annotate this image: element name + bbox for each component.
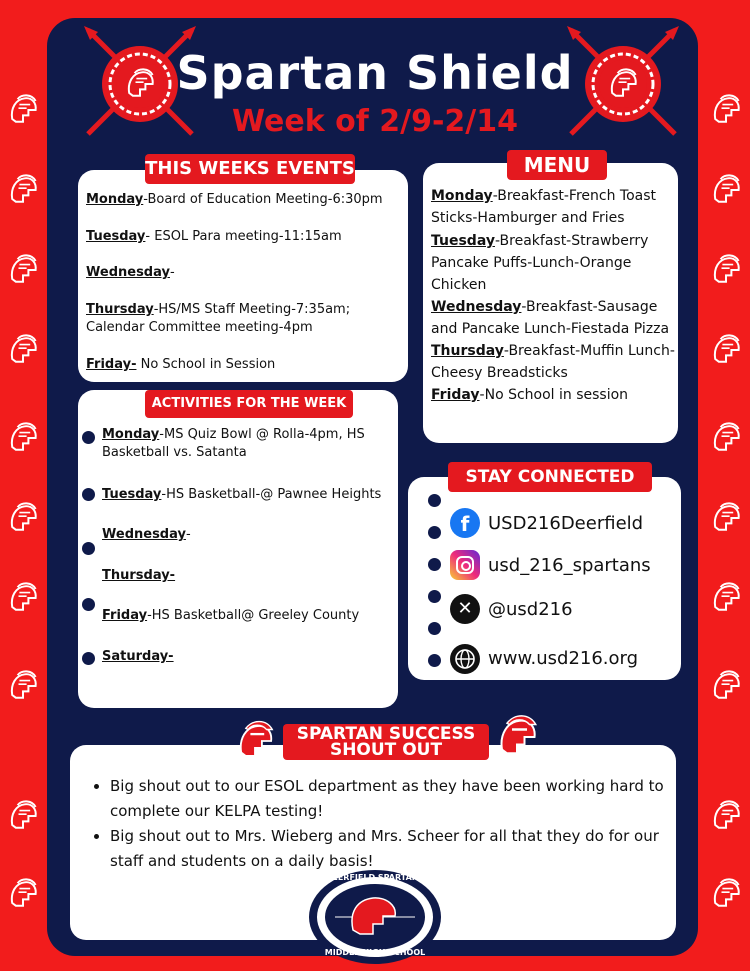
- activities-item: Friday-HS Basketball@ Greeley County: [102, 608, 360, 623]
- activities-heading: ACTIVITIES FOR THE WEEK: [145, 390, 353, 418]
- bullet-dot: [82, 488, 95, 501]
- bullet-dot: [428, 558, 441, 571]
- helmet-icon: [492, 712, 542, 762]
- helmet-icon: [5, 252, 41, 288]
- shoutout-heading-line1: SPARTAN SUCCESS: [296, 724, 476, 744]
- instagram-handle[interactable]: usd_216_spartans: [488, 555, 651, 576]
- events-item: Friday- No School in Session: [86, 357, 276, 372]
- instagram-icon[interactable]: [450, 550, 480, 580]
- activities-item: Monday-MS Quiz Bowl @ Rolla-4pm, HS Basketball vs. Satanta: [102, 427, 365, 460]
- bullet-dot: [82, 598, 95, 611]
- helmet-icon: [708, 580, 744, 616]
- helmet-icon: [5, 798, 41, 834]
- helmet-icon: [5, 500, 41, 536]
- events-item: Tuesday- ESOL Para meeting-11:15am: [86, 229, 342, 244]
- helmet-icon: [5, 668, 41, 704]
- logo-bottom-text: MIDDLE/HIGH SCHOOL: [324, 948, 426, 957]
- bullet-dot: [428, 494, 441, 507]
- shoutout-bullet: • Big shout out to Mrs. Wieberg and Mrs. Scheer for all that they do for our staff and students on a daily basis!: [110, 824, 680, 874]
- menu-item: Thursday-Breakfast-Muffin Lunch-Cheesy Breadsticks: [431, 343, 675, 381]
- shoutout-heading-line2: SHOUT OUT: [329, 740, 443, 760]
- bullet-dot: [428, 590, 441, 603]
- helmet-icon: [5, 580, 41, 616]
- facebook-icon[interactable]: f: [450, 508, 480, 538]
- helmet-icon: [5, 332, 41, 368]
- activities-item: Thursday-: [102, 568, 176, 583]
- events-item: Thursday-HS/MS Staff Meeting-7:35am; Calendar Committee meeting-4pm: [86, 302, 351, 335]
- helmet-icon: [708, 252, 744, 288]
- bullet-dot: [82, 542, 95, 555]
- shoutout-list: [88, 774, 680, 874]
- facebook-handle[interactable]: USD216Deerfield: [488, 513, 644, 534]
- helmet-icon: [708, 798, 744, 834]
- bullet-dot: [428, 654, 441, 667]
- helmet-icon: [5, 876, 41, 912]
- bullet-dot: [428, 526, 441, 539]
- page-title: Spartan Shield: [176, 46, 574, 100]
- activities-item: Wednesday-: [102, 527, 191, 542]
- activities-item: Saturday-: [102, 649, 174, 664]
- helmet-icon: [708, 172, 744, 208]
- x-icon[interactable]: ✕: [450, 594, 480, 624]
- menu-item: Friday-No School in session: [431, 387, 629, 403]
- events-item: Wednesday-: [86, 265, 175, 280]
- shoutout-heading: [283, 724, 489, 760]
- helmet-icon: [708, 500, 744, 536]
- x-handle[interactable]: @usd216: [488, 599, 573, 620]
- helmet-icon: [708, 420, 744, 456]
- bullet-dot: [428, 622, 441, 635]
- menu-item: Wednesday-Breakfast-Sausage and Pancake Lunch-Fiestada Pizza: [431, 299, 670, 337]
- menu-item: Tuesday-Breakfast-Strawberry Pancake Puffs-Lunch-Orange Chicken: [431, 233, 649, 293]
- menu-item: Monday-Breakfast-French Toast Sticks-Hamburger and Fries: [431, 188, 657, 226]
- helmet-icon: [5, 172, 41, 208]
- page-subtitle: Week of 2/9-2/14: [232, 104, 518, 139]
- menu-heading: MENU: [507, 150, 607, 180]
- helmet-icon: [708, 668, 744, 704]
- bullet-dot: [82, 431, 95, 444]
- website-link[interactable]: www.usd216.org: [488, 648, 639, 669]
- helmet-icon: [708, 876, 744, 912]
- activities-item: Tuesday-HS Basketball-@ Pawnee Heights: [102, 487, 382, 502]
- logo-top-text: DEERFIELD SPARTANS: [325, 873, 425, 882]
- events-item: Monday-Board of Education Meeting-6:30pm: [86, 192, 383, 207]
- globe-icon[interactable]: [450, 644, 480, 674]
- shoutout-bullet: • Big shout out to our ESOL department as they have been working hard to complete our KELPA testing!: [110, 774, 680, 824]
- helmet-icon: [5, 420, 41, 456]
- events-heading: THIS WEEKS EVENTS: [145, 154, 355, 184]
- helmet-icon: [232, 718, 278, 764]
- connected-heading: STAY CONNECTED: [448, 462, 652, 492]
- bullet-dot: [82, 652, 95, 665]
- helmet-icon: [708, 332, 744, 368]
